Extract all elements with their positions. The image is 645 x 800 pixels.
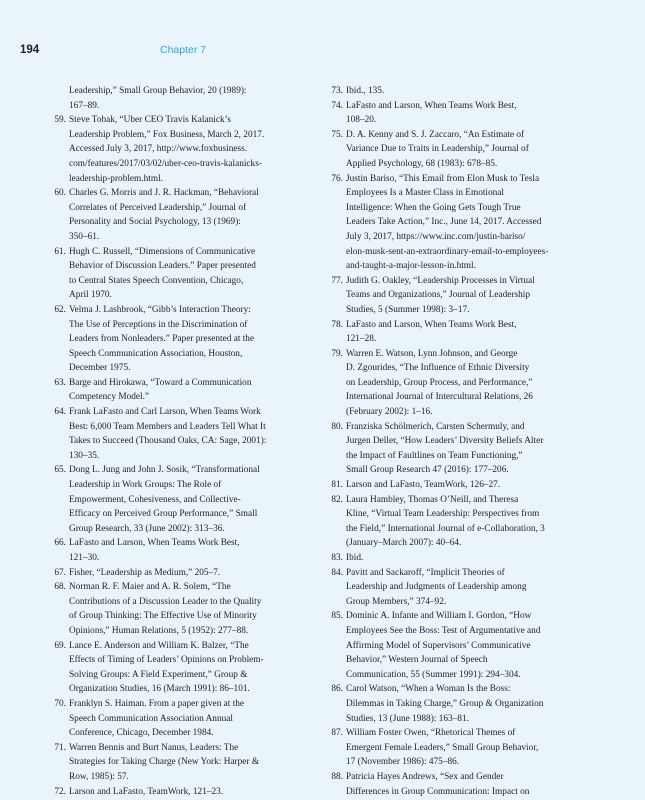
reference-entry xyxy=(324,128,574,172)
reference-line: Correlates of Perceived Leadership,” Journal of xyxy=(69,202,247,213)
reference-entry xyxy=(324,682,574,726)
reference-line: Behavior of Discussion Leaders.” Paper presented xyxy=(69,261,256,272)
reference-line: Lance E. Anderson and William K. Balzer, “The xyxy=(69,640,249,651)
reference-line: and-taught-a-major-lesson-in.html. xyxy=(346,261,476,272)
reference-line: LaFasto and Larson, When Teams Work Best, xyxy=(346,100,517,111)
reference-entry xyxy=(324,172,574,274)
reference-line: Leadership and Judgments of Leadership among xyxy=(346,582,527,593)
reference-line: Jurgen Deller, “How Leaders’ Diversity Beliefs Alter xyxy=(346,436,544,447)
reference-entry xyxy=(324,420,574,478)
reference-line: Small Group Research 47 (2016): 177–206. xyxy=(346,465,509,476)
reference-line: Frank LaFasto and Carl Larson, When Teams Work xyxy=(69,407,261,418)
reference-line: Franziska Schölmerich, Carsten Schermuly, and xyxy=(346,421,525,432)
reference-number: 59. xyxy=(54,115,66,126)
reference-line: Applied Psychology, 68 (1983): 678–85. xyxy=(346,158,498,169)
reference-number: 61. xyxy=(54,246,66,257)
reference-line: Warren Bennis and Burt Nanus, Leaders: The xyxy=(69,742,239,753)
reference-number: 67. xyxy=(54,567,66,578)
reference-number: 76. xyxy=(331,173,343,184)
reference-number: 84. xyxy=(331,567,343,578)
reference-line: Fisher, “Leadership as Medium,” 205–7. xyxy=(69,567,221,578)
reference-line: com/features/2017/03/02/uber-ceo-travis-kalanicks- xyxy=(69,158,262,169)
reference-line: Leadership Problem,” Fox Business, March 2, 2017. xyxy=(69,129,265,140)
reference-number: 79. xyxy=(331,348,343,359)
reference-number: 83. xyxy=(331,553,343,563)
reference-line: Norman R. F. Maier and A. R. Solem, “The xyxy=(69,582,231,593)
reference-number: 71. xyxy=(54,742,66,753)
reference-line: William Foster Owen, “Rhetorical Themes of xyxy=(346,728,516,739)
reference-line: Dominic A. Infante and William I. Gordon, “How xyxy=(346,611,532,622)
reference-line: Communication, 55 (Summer 1991): 294–304. xyxy=(346,669,521,680)
reference-entry xyxy=(324,551,574,566)
reference-line: Justin Bariso, “This Email from Elon Musk to Tesla xyxy=(346,173,540,184)
reference-line: elon-musk-sent-an-extraordinary-email-to-employees- xyxy=(346,246,549,257)
reference-line: Competency Model.” xyxy=(69,392,150,403)
reference-entry xyxy=(47,580,291,638)
reference-line: 350–61. xyxy=(69,231,100,242)
reference-entry xyxy=(324,493,574,551)
reference-line: Warren E. Watson, Lynn Johnson, and George xyxy=(346,348,518,359)
reference-number: 72. xyxy=(54,786,66,797)
reference-entry xyxy=(47,303,291,376)
reference-line: Laura Hambley, Thomas O’Neill, and Theresa xyxy=(346,494,519,505)
reference-line: Row, 1985): 57. xyxy=(69,771,129,782)
reference-line: Empowerment, Cohesiveness, and Collective- xyxy=(69,494,241,505)
reference-entry xyxy=(324,726,574,770)
reference-entry xyxy=(324,318,574,347)
reference-line: LaFasto and Larson, When Teams Work Best, xyxy=(346,319,517,330)
reference-entry xyxy=(324,84,574,99)
reference-line: Larson and LaFasto, TeamWork, 121–23. xyxy=(69,786,224,797)
reference-number: 85. xyxy=(331,611,343,622)
reference-number: 75. xyxy=(331,129,343,140)
reference-line: Judith G. Oakley, “Leadership Processes in Virtual xyxy=(346,275,535,286)
reference-line: (February 2002): 1–16. xyxy=(346,407,433,418)
reference-line: Intelligence: When the Going Gets Tough True xyxy=(346,202,521,213)
reference-line: Leadership,” Small Group Behavior, 20 (1989): xyxy=(69,86,247,96)
references-right-column xyxy=(324,84,574,799)
reference-entry xyxy=(47,785,291,800)
reference-line: Franklyn S. Haiman. From a paper given at the xyxy=(69,698,245,709)
reference-number: 70. xyxy=(54,698,66,709)
reference-line: Leaders from Nonleaders.” Paper presented at the xyxy=(69,334,255,345)
reference-line: Speech Communication Association Annual xyxy=(69,713,233,724)
reference-entry xyxy=(47,376,291,405)
reference-line: Charles G. Morris and J. R. Hackman, “Behavioral xyxy=(69,188,259,199)
reference-line: Patricia Hayes Andrews, “Sex and Gender xyxy=(346,771,504,782)
reference-entry xyxy=(324,99,574,128)
reference-line: Pavitt and Sackaroff, “Implicit Theories of xyxy=(346,567,505,578)
reference-entry xyxy=(47,186,291,244)
reference-line: 130–35. xyxy=(69,450,100,461)
reference-entry xyxy=(324,566,574,610)
reference-line: Barge and Hirokawa, “Toward a Communication xyxy=(69,377,252,388)
reference-line: on Leadership, Group Process, and Performance,” xyxy=(346,377,533,388)
reference-line: Ibid. xyxy=(346,553,364,563)
reference-line: the Field,” International Journal of e-Collaboration, 3 xyxy=(346,523,545,534)
reference-number: 68. xyxy=(54,582,66,593)
reference-line: to Central States Speech Convention, Chicago, xyxy=(69,275,244,286)
reference-line: Velma J. Lashbrook, “Gibb’s Interaction Theory: xyxy=(69,304,251,315)
reference-line: Speech Communication Association, Houston, xyxy=(69,348,243,359)
reference-entry xyxy=(47,536,291,565)
reference-line: D. A. Kenny and S. J. Zaccaro, “An Estimate of xyxy=(346,129,525,140)
reference-line: July 3, 2017, https://www.inc.com/justin-bariso/ xyxy=(346,231,526,242)
reference-number: 77. xyxy=(331,275,343,286)
reference-line: Personality and Social Psychology, 13 (1969): xyxy=(69,217,241,228)
page-number: 194 xyxy=(20,44,40,56)
reference-entry xyxy=(47,245,291,303)
reference-line: Opinions,” Human Relations, 5 (1952): 277–88. xyxy=(69,625,249,636)
reference-line: Variance Due to Traits in Leadership,” Journal of xyxy=(346,144,529,155)
reference-entry xyxy=(324,478,574,493)
reference-line: Behavior,” Western Journal of Speech xyxy=(346,655,488,666)
reference-entry xyxy=(47,566,291,581)
reference-line: 108–20. xyxy=(346,115,377,126)
reference-line: Effects of Timing of Leaders’ Opinions on Problem- xyxy=(69,655,264,666)
reference-line: Efficacy on Perceived Group Performance,” Small xyxy=(69,509,258,520)
reference-line: the Impact of Faultlines on Team Functioning,” xyxy=(346,450,523,461)
reference-number: 64. xyxy=(54,407,66,418)
reference-line: Affirming Model of Supervisors’ Communicative xyxy=(346,640,531,651)
chapter-label: Chapter 7 xyxy=(160,44,207,56)
reference-number: 74. xyxy=(331,100,343,111)
reference-line: Larson and LaFasto, TeamWork, 126–27. xyxy=(346,480,501,491)
reference-line: Group Members,” 374–92. xyxy=(346,596,447,607)
reference-line: Dong L. Jung and John J. Sosik, “Transformational xyxy=(69,465,260,476)
reference-number: 88. xyxy=(331,771,343,782)
reference-line: 121–30. xyxy=(69,553,100,563)
reference-line: Organization Studies, 16 (March 1991): 86–101. xyxy=(69,684,250,695)
reference-line: 121–28. xyxy=(346,334,377,345)
reference-entry xyxy=(324,609,574,682)
reference-entry xyxy=(47,405,291,463)
reference-line: Differences in Group Communication: Impact on xyxy=(346,786,530,797)
reference-number: 65. xyxy=(54,465,66,476)
reference-entry xyxy=(47,113,291,186)
reference-number: 66. xyxy=(54,538,66,549)
reference-number: 63. xyxy=(54,377,66,388)
reference-line: Hugh C. Russell, “Dimensions of Communicative xyxy=(69,246,256,257)
reference-number: 82. xyxy=(331,494,343,505)
reference-line: Dilemmas in Taking Charge,” Group & Organization xyxy=(346,698,544,709)
reference-entry xyxy=(47,741,291,785)
reference-line: Ibid., 135. xyxy=(346,86,385,96)
reference-line: Employees Is a Master Class in Emotional xyxy=(346,188,505,199)
reference-line: D. Zgourides, “The Influence of Ethnic Diversity xyxy=(346,363,530,374)
reference-line: Employees See the Boss: Test of Argumentative and xyxy=(346,625,541,636)
reference-number: 62. xyxy=(54,304,66,315)
reference-number: 69. xyxy=(54,640,66,651)
reference-line: Contributions of a Discussion Leader to the Quality xyxy=(69,596,262,607)
reference-entry xyxy=(47,84,291,113)
reference-entry xyxy=(324,347,574,420)
reference-line: Carol Watson, “When a Woman Is the Boss: xyxy=(346,684,511,695)
reference-line: Emergent Female Leaders,” Small Group Behavior, xyxy=(346,742,539,753)
reference-entry xyxy=(47,697,291,741)
reference-line: Group Research, 33 (June 2002): 313–36. xyxy=(69,523,225,534)
reference-line: April 1970. xyxy=(69,290,112,301)
reference-line: Strategies for Taking Charge (New York: Harper & xyxy=(69,757,260,768)
reference-line: (January–March 2007): 40–64. xyxy=(346,538,462,549)
reference-entry xyxy=(47,639,291,697)
reference-line: Conference, Chicago, December 1984. xyxy=(69,728,214,739)
reference-line: Best: 6,000 Team Members and Leaders Tell What It xyxy=(69,421,266,432)
reference-number: 87. xyxy=(331,728,343,739)
reference-entry xyxy=(324,274,574,318)
reference-number: 86. xyxy=(331,684,343,695)
reference-number: 78. xyxy=(331,319,343,330)
reference-line: Steve Tobak, “Uber CEO Travis Kalanick’s xyxy=(69,115,231,126)
reference-line: of Group Thinking: The Effective Use of Minority xyxy=(69,611,257,622)
references-left-column xyxy=(47,84,291,799)
reference-line: Kline, “Virtual Team Leadership: Perspectives from xyxy=(346,509,540,520)
reference-line: 167–89. xyxy=(69,100,100,111)
reference-entry xyxy=(47,463,291,536)
reference-number: 73. xyxy=(331,86,343,96)
reference-line: Accessed July 3, 2017, http://www.foxbusiness. xyxy=(69,144,248,155)
reference-line: Takes to Succeed (Thousand Oaks, CA: Sage, 2001): xyxy=(69,436,267,447)
reference-line: Teams and Organizations,” Journal of Leadership xyxy=(346,290,531,301)
reference-number: 60. xyxy=(54,188,66,199)
reference-line: International Journal of Intercultural Relations, 26 xyxy=(346,392,533,403)
reference-line: Leadership in Work Groups: The Role of xyxy=(69,480,222,491)
reference-line: The Use of Perceptions in the Discrimination of xyxy=(69,319,248,330)
reference-line: Solving Groups: A Field Experiment,” Group & xyxy=(69,669,248,680)
reference-line: Studies, 13 (June 1988): 163–81. xyxy=(346,713,469,724)
reference-line: 17 (November 1986): 475–86. xyxy=(346,757,460,768)
reference-entry xyxy=(324,770,574,799)
reference-line: December 1975. xyxy=(69,363,131,374)
reference-line: leadership-problem.html. xyxy=(69,173,163,184)
reference-number: 81. xyxy=(331,480,343,491)
reference-line: Studies, 5 (Summer 1998): 3–17. xyxy=(346,304,470,315)
reference-line: LaFasto and Larson, When Teams Work Best, xyxy=(69,538,240,549)
reference-number: 80. xyxy=(331,421,343,432)
reference-line: Leaders Take Action,” Inc., June 14, 2017. Accessed xyxy=(346,217,542,228)
